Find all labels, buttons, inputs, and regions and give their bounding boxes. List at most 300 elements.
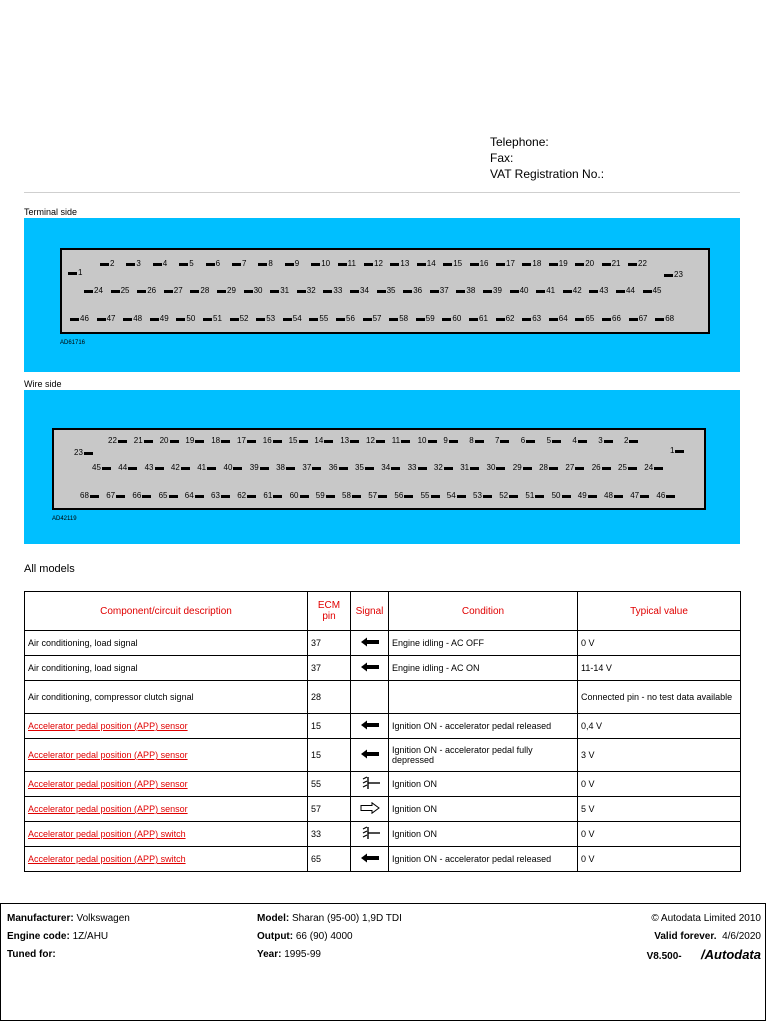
pin-bar <box>258 263 267 266</box>
pin-number: 58 <box>342 491 351 500</box>
terminal-pin <box>270 286 289 296</box>
pin-bar <box>535 495 544 498</box>
pin-number: 40 <box>519 286 529 295</box>
pin-bar <box>643 290 652 293</box>
pin-number: 30 <box>486 463 496 472</box>
wire-pin <box>656 491 675 501</box>
pin-bar <box>297 290 306 293</box>
wire-pin <box>368 491 387 501</box>
wire-pin <box>108 436 127 446</box>
component-link[interactable]: Accelerator pedal position (APP) sensor <box>28 721 188 731</box>
pin-number: 29 <box>227 286 236 295</box>
terminal-pin <box>350 286 369 296</box>
cell-typical-value: 3 V <box>578 739 741 772</box>
pin-number: 23 <box>674 270 683 279</box>
pin-bar <box>350 290 359 293</box>
pin-number: 46 <box>80 314 89 323</box>
wire-pin <box>237 436 256 446</box>
footer-left <box>7 910 130 964</box>
component-link[interactable]: Accelerator pedal position (APP) switch <box>28 829 186 839</box>
engine-code-value: 1Z/AHU <box>72 931 109 942</box>
pin-bar <box>628 467 637 470</box>
pin-number: 36 <box>328 463 338 472</box>
wire-pin <box>132 491 151 501</box>
header-condition: Condition <box>389 592 578 631</box>
wire-pin <box>670 446 684 456</box>
pin-number: 5 <box>546 436 552 445</box>
terminal-pin <box>522 314 541 324</box>
pin-bar <box>378 495 387 498</box>
cell-typical-value: 0 V <box>578 822 741 847</box>
cell-signal <box>351 847 389 872</box>
wire-side-panel <box>24 390 740 544</box>
pin-bar <box>417 263 426 266</box>
pin-number: 25 <box>120 286 130 295</box>
component-link[interactable]: Accelerator pedal position (APP) sensor <box>28 750 188 760</box>
pin-bar <box>628 263 637 266</box>
terminal-pin <box>430 286 449 296</box>
terminal-pin <box>628 259 647 269</box>
model-value: Sharan (95-00) 1,9D TDI <box>292 913 402 924</box>
pin-number: 58 <box>399 314 409 323</box>
pin-number: 4 <box>162 259 168 268</box>
cell-typical-value: 5 V <box>578 797 741 822</box>
pin-number: 7 <box>242 259 247 268</box>
cell-signal <box>351 681 389 714</box>
pin-bar <box>549 467 558 470</box>
autodata-logo: /Autodata <box>701 947 761 962</box>
terminal-pin <box>126 259 140 269</box>
pin-number: 13 <box>400 259 410 268</box>
pin-number: 61 <box>263 491 273 500</box>
pin-bar <box>430 290 439 293</box>
wire-pin <box>74 448 93 458</box>
pin-bar <box>365 467 374 470</box>
pin-number: 20 <box>159 436 169 445</box>
pin-number: 48 <box>604 491 613 500</box>
output-label: Output: <box>257 931 294 942</box>
pin-bar <box>602 263 611 266</box>
cell-condition: Ignition ON - accelerator pedal released <box>389 847 578 872</box>
cell-condition: Ignition ON <box>389 772 578 797</box>
pin-number: 43 <box>599 286 609 295</box>
cell-condition <box>389 681 578 714</box>
terminal-side-panel <box>24 218 740 372</box>
wire-pin <box>565 463 584 473</box>
pin-number: 45 <box>652 286 662 295</box>
year-label: Year: <box>257 949 282 960</box>
pin-number: 14 <box>314 436 324 445</box>
wire-pin <box>547 436 561 446</box>
terminal-pin <box>602 314 621 324</box>
terminal-pin <box>417 259 436 269</box>
arrow-in-icon <box>361 722 379 732</box>
pin-bar <box>526 440 535 443</box>
pin-number: 42 <box>170 463 180 472</box>
pin-number: 12 <box>366 436 375 445</box>
terminal-pin <box>217 286 236 296</box>
pin-bar <box>299 440 308 443</box>
wire-pin <box>630 491 649 501</box>
pin-number: 1 <box>670 446 675 455</box>
terminal-pin <box>311 259 330 269</box>
wire-pin <box>118 463 137 473</box>
pin-number: 65 <box>158 491 168 500</box>
wire-side-label: Wire side <box>24 379 62 389</box>
wire-pin <box>340 436 359 446</box>
pin-number: 60 <box>289 491 299 500</box>
terminal-pin <box>84 286 103 296</box>
manufacturer-value: Volkswagen <box>76 913 130 924</box>
terminal-pin <box>179 259 193 269</box>
terminal-pin <box>390 259 409 269</box>
pin-bar <box>389 318 398 321</box>
wire-pin <box>460 463 479 473</box>
pin-bar <box>217 290 226 293</box>
pin-number: 50 <box>186 314 196 323</box>
wire-pin <box>513 463 532 473</box>
pin-number: 31 <box>280 286 290 295</box>
terminal-pin <box>338 259 356 269</box>
pin-bar <box>536 290 545 293</box>
pin-number: 47 <box>106 314 116 323</box>
pin-number: 51 <box>525 491 535 500</box>
pin-bar <box>137 290 146 293</box>
pin-bar <box>664 274 673 277</box>
pin-bar <box>285 263 294 266</box>
pin-number: 53 <box>266 314 276 323</box>
pin-number: 36 <box>413 286 423 295</box>
component-link[interactable]: Accelerator pedal position (APP) switch <box>28 854 186 864</box>
pin-number: 6 <box>520 436 526 445</box>
terminal-pin <box>153 259 167 269</box>
wire-pin <box>355 463 374 473</box>
pin-bar <box>377 290 386 293</box>
pin-bar <box>230 318 239 321</box>
table-row <box>25 714 741 739</box>
terminal-pin <box>563 286 582 296</box>
pin-number: 17 <box>506 259 515 268</box>
pin-bar <box>232 263 241 266</box>
pin-number: 51 <box>213 314 222 323</box>
pin-bar <box>206 263 215 266</box>
pin-number: 28 <box>200 286 210 295</box>
cell-description <box>25 739 308 772</box>
pin-bar <box>142 495 151 498</box>
pin-number: 32 <box>306 286 316 295</box>
pin-bar <box>176 318 185 321</box>
cell-signal <box>351 631 389 656</box>
pin-number: 64 <box>558 314 568 323</box>
cell-condition: Engine idling - AC OFF <box>389 631 578 656</box>
pin-number: 34 <box>360 286 369 295</box>
terminal-pin <box>111 286 130 296</box>
pin-number: 2 <box>110 259 115 268</box>
table-row <box>25 631 741 656</box>
pin-bar <box>283 318 292 321</box>
wire-pin <box>521 436 535 446</box>
pin-number: 62 <box>505 314 515 323</box>
pin-bar <box>563 290 572 293</box>
pin-bar <box>616 290 625 293</box>
pin-number: 3 <box>598 436 603 445</box>
wire-pin <box>224 463 243 473</box>
cell-typical-value: 11-14 V <box>578 656 741 681</box>
pin-bar <box>500 440 509 443</box>
cell-signal <box>351 714 389 739</box>
pin-bar <box>588 495 597 498</box>
terminal-pin <box>297 286 316 296</box>
wire-pin <box>552 491 571 501</box>
wire-pin <box>290 491 309 501</box>
pin-number: 41 <box>197 463 207 472</box>
wire-pin <box>211 491 230 501</box>
terminal-pin <box>522 259 541 269</box>
table-row <box>25 656 741 681</box>
engine-code-label: Engine code: <box>7 931 70 942</box>
wire-diagram-code: AD42119 <box>52 516 77 522</box>
pin-number: 49 <box>159 314 169 323</box>
terminal-pin <box>203 314 222 324</box>
pin-bar <box>352 495 361 498</box>
wire-pin <box>618 463 637 473</box>
pin-number: 60 <box>452 314 462 323</box>
terminal-pin <box>230 314 249 324</box>
pin-number: 37 <box>439 286 449 295</box>
terminal-pin <box>68 268 82 278</box>
pin-bar <box>549 318 558 321</box>
pin-bar <box>629 318 638 321</box>
terminal-pin <box>232 259 246 269</box>
wire-pin <box>624 436 638 446</box>
pin-number: 31 <box>460 463 470 472</box>
wire-pin <box>171 463 190 473</box>
pin-number: 42 <box>572 286 582 295</box>
cell-description: Air conditioning, load signal <box>25 656 308 681</box>
terminal-pin <box>575 314 594 324</box>
pin-bar <box>260 467 269 470</box>
pin-number: 8 <box>469 436 474 445</box>
terminal-pin <box>336 314 355 324</box>
pin-bar <box>416 318 425 321</box>
pin-bar <box>70 318 79 321</box>
pin-number: 14 <box>426 259 436 268</box>
pin-number: 57 <box>372 314 382 323</box>
pin-bar <box>390 263 399 266</box>
terminal-pin <box>363 314 382 324</box>
pin-bar <box>602 467 611 470</box>
terminal-pin <box>655 314 674 324</box>
pin-bar <box>221 495 230 498</box>
pin-bar <box>90 495 99 498</box>
pin-bar <box>203 318 212 321</box>
wire-pin <box>302 463 321 473</box>
pin-bar <box>153 263 162 266</box>
pin-number: 12 <box>374 259 383 268</box>
terminal-pin <box>258 259 272 269</box>
cell-ecm-pin: 33 <box>308 822 351 847</box>
terminal-pin <box>285 259 299 269</box>
pin-bar <box>84 290 93 293</box>
cell-signal <box>351 797 389 822</box>
terminal-pin <box>443 259 462 269</box>
pin-bar <box>483 290 492 293</box>
pin-number: 46 <box>656 491 666 500</box>
pin-bar <box>562 495 571 498</box>
pin-number: 19 <box>185 436 195 445</box>
cell-condition: Ignition ON <box>389 797 578 822</box>
cell-description <box>25 847 308 872</box>
pin-bar <box>84 452 93 455</box>
pin-bar <box>449 440 458 443</box>
pin-number: 27 <box>565 463 575 472</box>
wire-pin <box>469 436 483 446</box>
pin-bar <box>144 440 153 443</box>
pin-number: 24 <box>94 286 103 295</box>
pin-number: 21 <box>611 259 621 268</box>
divider <box>24 192 740 193</box>
pin-number: 40 <box>223 463 233 472</box>
pin-bar <box>549 263 558 266</box>
pin-number: 17 <box>237 436 246 445</box>
arrow-out-icon <box>360 806 380 816</box>
pin-number: 3 <box>136 259 141 268</box>
pin-number: 11 <box>391 436 401 445</box>
pin-bar <box>469 318 478 321</box>
pin-bar <box>155 467 164 470</box>
cell-typical-value: 0,4 V <box>578 714 741 739</box>
pin-bar <box>578 440 587 443</box>
pin-number: 6 <box>215 259 221 268</box>
pin-number: 23 <box>74 448 83 457</box>
pin-bar <box>273 440 282 443</box>
pin-bar <box>470 467 479 470</box>
contact-block <box>490 134 604 182</box>
cell-typical-value: 0 V <box>578 847 741 872</box>
cell-description <box>25 822 308 847</box>
pin-number: 38 <box>466 286 476 295</box>
cell-signal <box>351 656 389 681</box>
terminal-pin <box>510 286 529 296</box>
pin-number: 29 <box>512 463 522 472</box>
pin-number: 59 <box>315 491 325 500</box>
component-link[interactable]: Accelerator pedal position (APP) sensor <box>28 779 188 789</box>
terminal-side-label: Terminal side <box>24 207 78 217</box>
pin-bar <box>126 263 135 266</box>
wire-pin <box>80 491 99 501</box>
table-header-row <box>25 592 741 631</box>
pin-bar <box>164 290 173 293</box>
cell-description: Air conditioning, load signal <box>25 631 308 656</box>
component-link[interactable]: Accelerator pedal position (APP) sensor <box>28 804 188 814</box>
pin-number: 33 <box>407 463 417 472</box>
arrow-in-icon <box>361 751 379 761</box>
pin-bar <box>190 290 199 293</box>
pin-bar <box>655 318 664 321</box>
year-value: 1995-99 <box>284 949 321 960</box>
pin-bar <box>391 467 400 470</box>
wire-pin <box>598 436 612 446</box>
pin-number: 15 <box>453 259 463 268</box>
terminal-pin <box>190 286 209 296</box>
wire-pin <box>314 436 333 446</box>
terminal-pin <box>100 259 114 269</box>
terminal-pin <box>442 314 461 324</box>
cell-condition: Engine idling - AC ON <box>389 656 578 681</box>
date-value: 4/6/2020 <box>722 931 761 942</box>
terminal-pin <box>389 314 408 324</box>
wire-pin <box>134 436 153 446</box>
wire-pin <box>185 436 204 446</box>
pin-bar <box>510 290 519 293</box>
terminal-pin <box>123 314 142 324</box>
pin-number: 18 <box>211 436 221 445</box>
terminal-pin <box>602 259 621 269</box>
manufacturer-label: Manufacturer: <box>7 913 74 924</box>
pin-bar <box>364 263 373 266</box>
arrow-in-icon <box>361 639 379 649</box>
pin-number: 21 <box>133 436 143 445</box>
pin-number: 45 <box>92 463 101 472</box>
pin-bar <box>431 495 440 498</box>
cell-ecm-pin: 15 <box>308 714 351 739</box>
pin-number: 33 <box>333 286 343 295</box>
wire-pin <box>263 491 282 501</box>
pin-bar <box>457 495 466 498</box>
pin-bar <box>97 318 106 321</box>
terminal-pin <box>364 259 383 269</box>
wire-pin <box>366 436 385 446</box>
pin-number: 16 <box>262 436 272 445</box>
terminal-pin <box>176 314 195 324</box>
pin-bar <box>247 495 256 498</box>
pin-bar <box>273 495 282 498</box>
pin-bar <box>324 440 333 443</box>
pin-data-table <box>24 591 741 872</box>
table-row <box>25 797 741 822</box>
pin-bar <box>256 318 265 321</box>
pin-number: 68 <box>665 314 675 323</box>
pin-number: 37 <box>302 463 312 472</box>
pin-number: 26 <box>591 463 601 472</box>
pin-bar <box>602 318 611 321</box>
terminal-pin <box>549 314 568 324</box>
pin-bar <box>589 290 598 293</box>
wire-pin <box>418 436 437 446</box>
cell-description <box>25 797 308 822</box>
copyright: © Autodata Limited 2010 <box>651 913 761 924</box>
pin-number: 68 <box>80 491 89 500</box>
pin-bar <box>100 263 109 266</box>
pin-number: 1 <box>78 268 83 277</box>
terminal-pin <box>589 286 608 296</box>
table-row <box>25 822 741 847</box>
version: V8.500- <box>646 951 682 962</box>
pin-number: 52 <box>499 491 509 500</box>
pin-bar <box>68 272 77 275</box>
terminal-pin <box>403 286 422 296</box>
cell-signal <box>351 772 389 797</box>
pin-number: 4 <box>572 436 577 445</box>
wire-pin <box>381 463 400 473</box>
pin-number: 55 <box>420 491 430 500</box>
terminal-pin <box>575 259 594 269</box>
pin-number: 44 <box>626 286 635 295</box>
wire-pin <box>644 463 663 473</box>
header-description: Component/circuit description <box>25 592 308 631</box>
cell-description: Air conditioning, compressor clutch signal <box>25 681 308 714</box>
output-value: 66 (90) 4000 <box>295 931 353 942</box>
